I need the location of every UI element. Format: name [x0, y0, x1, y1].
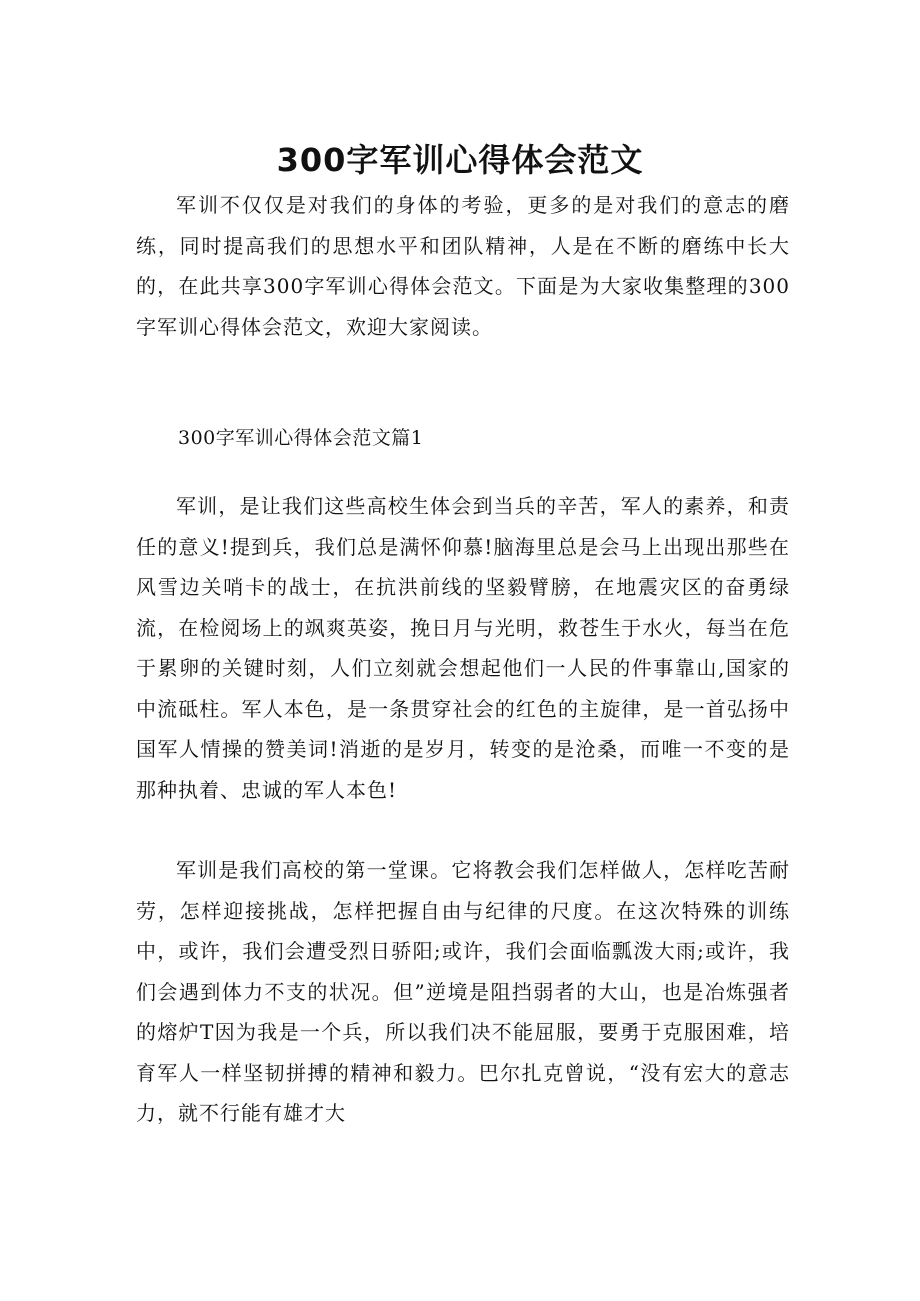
- body-paragraph: 军训，是让我们这些高校生体会到当兵的辛苦，军人的素养，和责任的意义!提到兵，我们总是满怀仰慕!脑海里总是会马上出现出那些在风雪边关哨卡的战士，在抗洪前线的坚毅臂膀，在地震灾区的奋勇绿流，在检阅场上的飒爽英姿，挽日月与光明，救苍生于水火，每当在危于累卵的关键时刻，人们立刻就会想起他们一人民的件事靠山,国家的中流砥柱。军人本色，是一条贯穿社会的红色的主旋律，是一首弘扬中国军人情操的赞美词!消逝的是岁月，转变的是沧桑，而唯一不变的是那种执着、忠诚的军人本色!: [136, 494, 790, 802]
- intro-paragraph: 军训不仅仅是对我们的身体的考验，更多的是对我们的意志的磨练，同时提高我们的思想水平和团队精神，人是在不断的磨练中长大的，在此共享300字军训心得体会范文。下面是为大家收集整理的300字军训心得体会范文，欢迎大家阅读。: [136, 193, 790, 339]
- section-heading: 300字军训心得体会范文篇1: [178, 427, 424, 449]
- body-paragraph: 军训是我们高校的第一堂课。它将教会我们怎样做人，怎样吃苦耐劳，怎样迎接挑战，怎样把握自由与纪律的尺度。在这次特殊的训练中，或许，我们会遭受烈日骄阳;或许，我们会面临瓢泼大雨;或许，我们会遇到体力不支的状况。但”逆境是阻挡弱者的大山，也是冶炼强者的熔炉T因为我是一个兵，所以我们决不能屈服，要勇于克服困难，培育军人一样坚韧拼搏的精神和毅力。巴尔扎克曾说，“没有宏大的意志力，就不行能有雄才大: [136, 858, 790, 1125]
- document-title: 300字军训心得体会范文: [276, 141, 644, 179]
